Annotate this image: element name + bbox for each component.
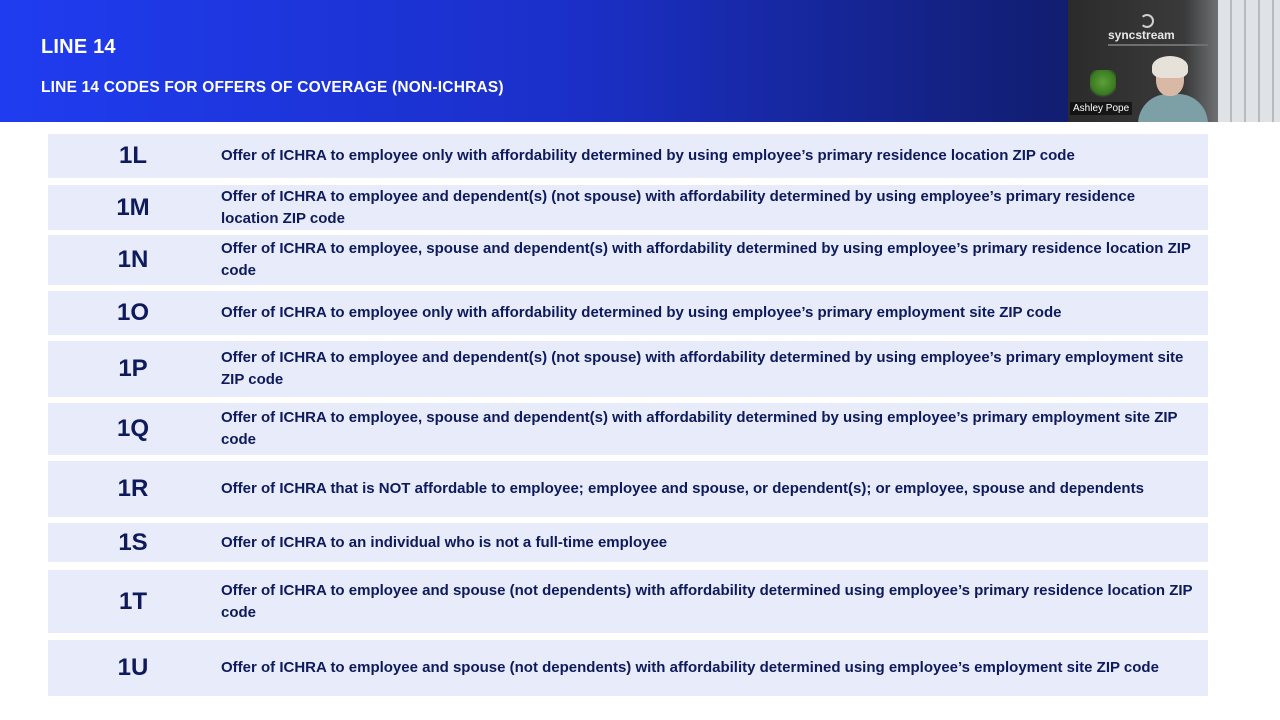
code-description: Offer of ICHRA to employee, spouse and dependent(s) with affordability determined by using employee’s primary residence location ZIP code (221, 240, 1191, 279)
code-description: Offer of ICHRA to employee only with affordability determined by using employee’s primary employment site ZIP code (221, 304, 1062, 321)
participant-hair (1152, 56, 1188, 78)
code-row-1t (48, 570, 1208, 633)
participant-name-tag: Ashley Pope (1070, 102, 1132, 115)
code-label: 1T (118, 587, 147, 615)
code-row-1l (48, 134, 1208, 178)
code-label: 1O (116, 299, 149, 326)
code-description: Offer of ICHRA to an individual who is not a full-time employee (221, 533, 668, 551)
code-label: 1U (117, 654, 149, 681)
code-description: Offer of ICHRA to employee and dependent(s) (not spouse) with affordability determined by using employee’s primary residence location ZIP code (221, 187, 1136, 227)
participant-body (1138, 94, 1208, 122)
code-row-1p (48, 341, 1208, 397)
code-label: 1N (117, 246, 149, 273)
participant-video-tile[interactable] (1068, 0, 1280, 122)
slide-subtitle: LINE 14 CODES FOR OFFERS OF COVERAGE (NON-ICHRAS) (41, 79, 504, 96)
window-blinds (1218, 0, 1280, 122)
code-description: Offer of ICHRA to employee and spouse (not dependents) with affordability determined using employee’s primary residence location ZIP code (221, 581, 1193, 621)
code-label: 1R (117, 475, 149, 502)
background-logo-text: syncstream (1108, 28, 1175, 42)
code-description: Offer of ICHRA to employee only with affordability determined by using employee’s primary residence location ZIP code (221, 147, 1075, 164)
code-description: Offer of ICHRA to employee and spouse (not dependents) with affordability determined using employee’s employment site ZIP code (221, 659, 1159, 676)
code-row-1m (48, 185, 1208, 230)
code-row-1r (48, 461, 1208, 517)
code-label: 1P (118, 355, 148, 382)
code-row-1q (48, 403, 1208, 455)
code-description: Offer of ICHRA to employee and dependent(s) (not spouse) with affordability determined by using employee’s primary employment site ZIP code (221, 349, 1184, 388)
code-label: 1S (118, 528, 148, 556)
code-row-1u (48, 640, 1208, 696)
slide-title: LINE 14 (41, 36, 116, 58)
code-label: 1L (118, 142, 147, 169)
plant-image (1090, 70, 1116, 100)
code-row-1s (48, 523, 1208, 562)
code-row-1o (48, 291, 1208, 335)
code-label: 1M (116, 193, 150, 221)
syncstream-logo-icon (1140, 14, 1154, 28)
logo-underline (1108, 44, 1208, 46)
code-description: Offer of ICHRA that is NOT affordable to employee; employee and spouse, or dependent(s); or employee, spouse and dependents (221, 480, 1144, 497)
code-row-1n (48, 235, 1208, 285)
code-label: 1Q (116, 415, 149, 442)
code-description: Offer of ICHRA to employee, spouse and dependent(s) with affordability determined by using employee’s primary employment site ZIP code (221, 409, 1178, 448)
